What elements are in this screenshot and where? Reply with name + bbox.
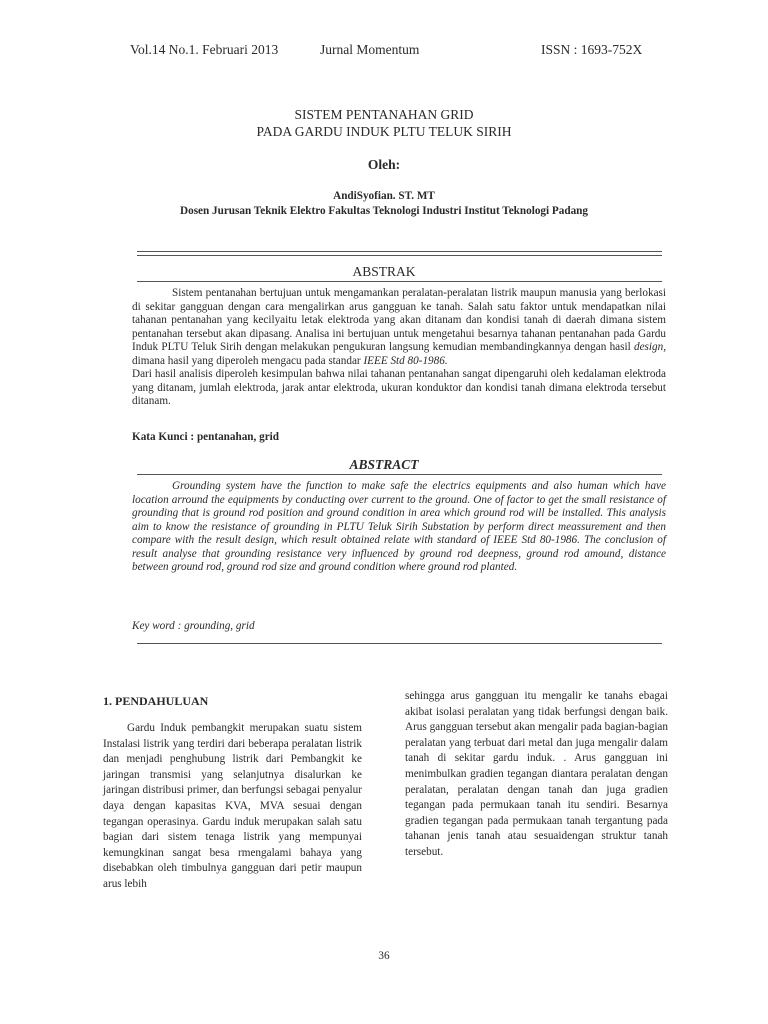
body-column-left	[103, 721, 362, 893]
abstrak-body	[132, 287, 666, 409]
paper-title-line1: SISTEM PENTANAHAN GRID	[294, 107, 474, 122]
title-divider-bottom	[137, 255, 662, 256]
body-column-right	[405, 689, 668, 861]
abstract-body	[132, 480, 666, 575]
abstrak-heading: ABSTRAK	[352, 264, 416, 279]
section-heading-pendahuluan: 1. PENDAHULUAN	[103, 694, 209, 708]
abstrak-underline	[137, 281, 662, 282]
abstrak-paragraph-2: Dari hasil analisis diperoleh kesimpulan bahwa nilai tahanan pentanahan sangat dipengaruhi oleh kedalaman elektroda yang ditanam, jumlah elektroda, jarak antar elektroda, ukuran konduktor dan kondisi tanah dimana elektroda tersebut ditanam.	[132, 368, 666, 407]
abstract-keywords: Key word : grounding, grid	[132, 620, 255, 632]
abstrak-keywords: Kata Kunci : pentanahan, grid	[132, 431, 280, 443]
running-header	[0, 42, 768, 60]
body-paragraph-right: sehingga arus gangguan itu mengalir ke tanahs ebagai akibat isolasi peralatan yang tidak berfungsi dengan baik. Arus gangguan tersebut akan mengalir pada bagian-bagian peralatan yang terbuat dari metal dan juga mengalir dalam tanah di sekitar gardu induk. . Arus gangguan ini menimbulkan gradien tegangan diantara peralatan dengan peralatan, peralatan dengan tanah dan juga gradien tegangan pada permukaan tanah itu sendiri. Besarnya gradien tegangan pada permukaan tanah tergantung pada tahanan jenis tanah atau sesuaidengan struktur tanah tersebut.	[405, 690, 668, 858]
abstract-paragraph: Grounding system have the function to make safe the electrics equipments and also human which have location arround the equipments by conducting over current to the ground. One of factor to get the small resistance of grounding that is ground rod position and ground condition in area which ground rod will be installed. This analysis aim to know the resistance of grounding in PLTU Teluk Sirih Substation by perform direct meassurement and then compare with the result design, which result obtained relate with standard of IEEE Std 80-1986. The conclusion of result analyse that grounding resistance very influenced by ground rod deepness, ground rod amound, distance between ground rod, ground rod size and ground condition where ground rod planted.	[132, 480, 666, 573]
author-affiliation: Dosen Jurusan Teknik Elektro Fakultas Teknologi Industri Institut Teknologi Padang	[180, 205, 588, 217]
title-divider-top	[137, 251, 662, 252]
abstract-heading: ABSTRACT	[349, 457, 419, 472]
page-number: 36	[378, 950, 390, 962]
byline-label: Oleh:	[367, 157, 401, 172]
header-issn: ISSN : 1693-752X	[541, 42, 643, 57]
author-name: AndiSyofian. ST. MT	[333, 190, 435, 202]
abstract-underline	[137, 474, 662, 475]
abstract-divider	[137, 643, 662, 644]
paper-title-line2: PADA GARDU INDUK PLTU TELUK SIRIH	[256, 124, 512, 139]
body-paragraph-left: Gardu Induk pembangkit merupakan suatu sistem Instalasi listrik yang terdiri dari beberapa peralatan listrik dan menjadi penghubung listrik dari Pembangkit ke jaringan transmisi yang selanjutnya disalurkan ke jaringan distribusi primer, dan berfungsi sebagai penyalur daya dengan kapasitas KVA, MVA sesuai dengan tegangan operasinya. Gardu induk merupakan salah satu bagian dari sistem tenaga listrik yang mempunyai kemungkinan sangat besa rmengalami bahaya yang disebabkan oleh timbulnya gangguan dari petir maupun arus lebih	[103, 722, 362, 890]
header-volume: Vol.14 No.1. Februari 2013	[130, 42, 279, 57]
header-journal: Jurnal Momentum	[320, 42, 420, 57]
abstrak-paragraph-1: Sistem pentanahan bertujuan untuk mengamankan peralatan-peralatan listrik maupun manusia yang berlokasi di sekitar gangguan dengan cara mengalirkan arus gangguan ke tanah. Salah satu faktor untuk mendapatkan nilai tahanan pentanahan yang kecilyaitu letak elektroda yang akan ditanam dan kondisi tanah di daerah dimana sistem pentanahan tersebut akan dipasang. Analisa ini bertujuan untuk mengetahui besarnya tahanan pentanahan pada Gardu Induk PLTU Teluk Sirih dengan melakukan pengukuran langsung kemudian membandingkannya dengan hasil design, dimana hasil yang diperoleh mengacu pada standar IEEE Std 80-1986.	[132, 287, 667, 367]
